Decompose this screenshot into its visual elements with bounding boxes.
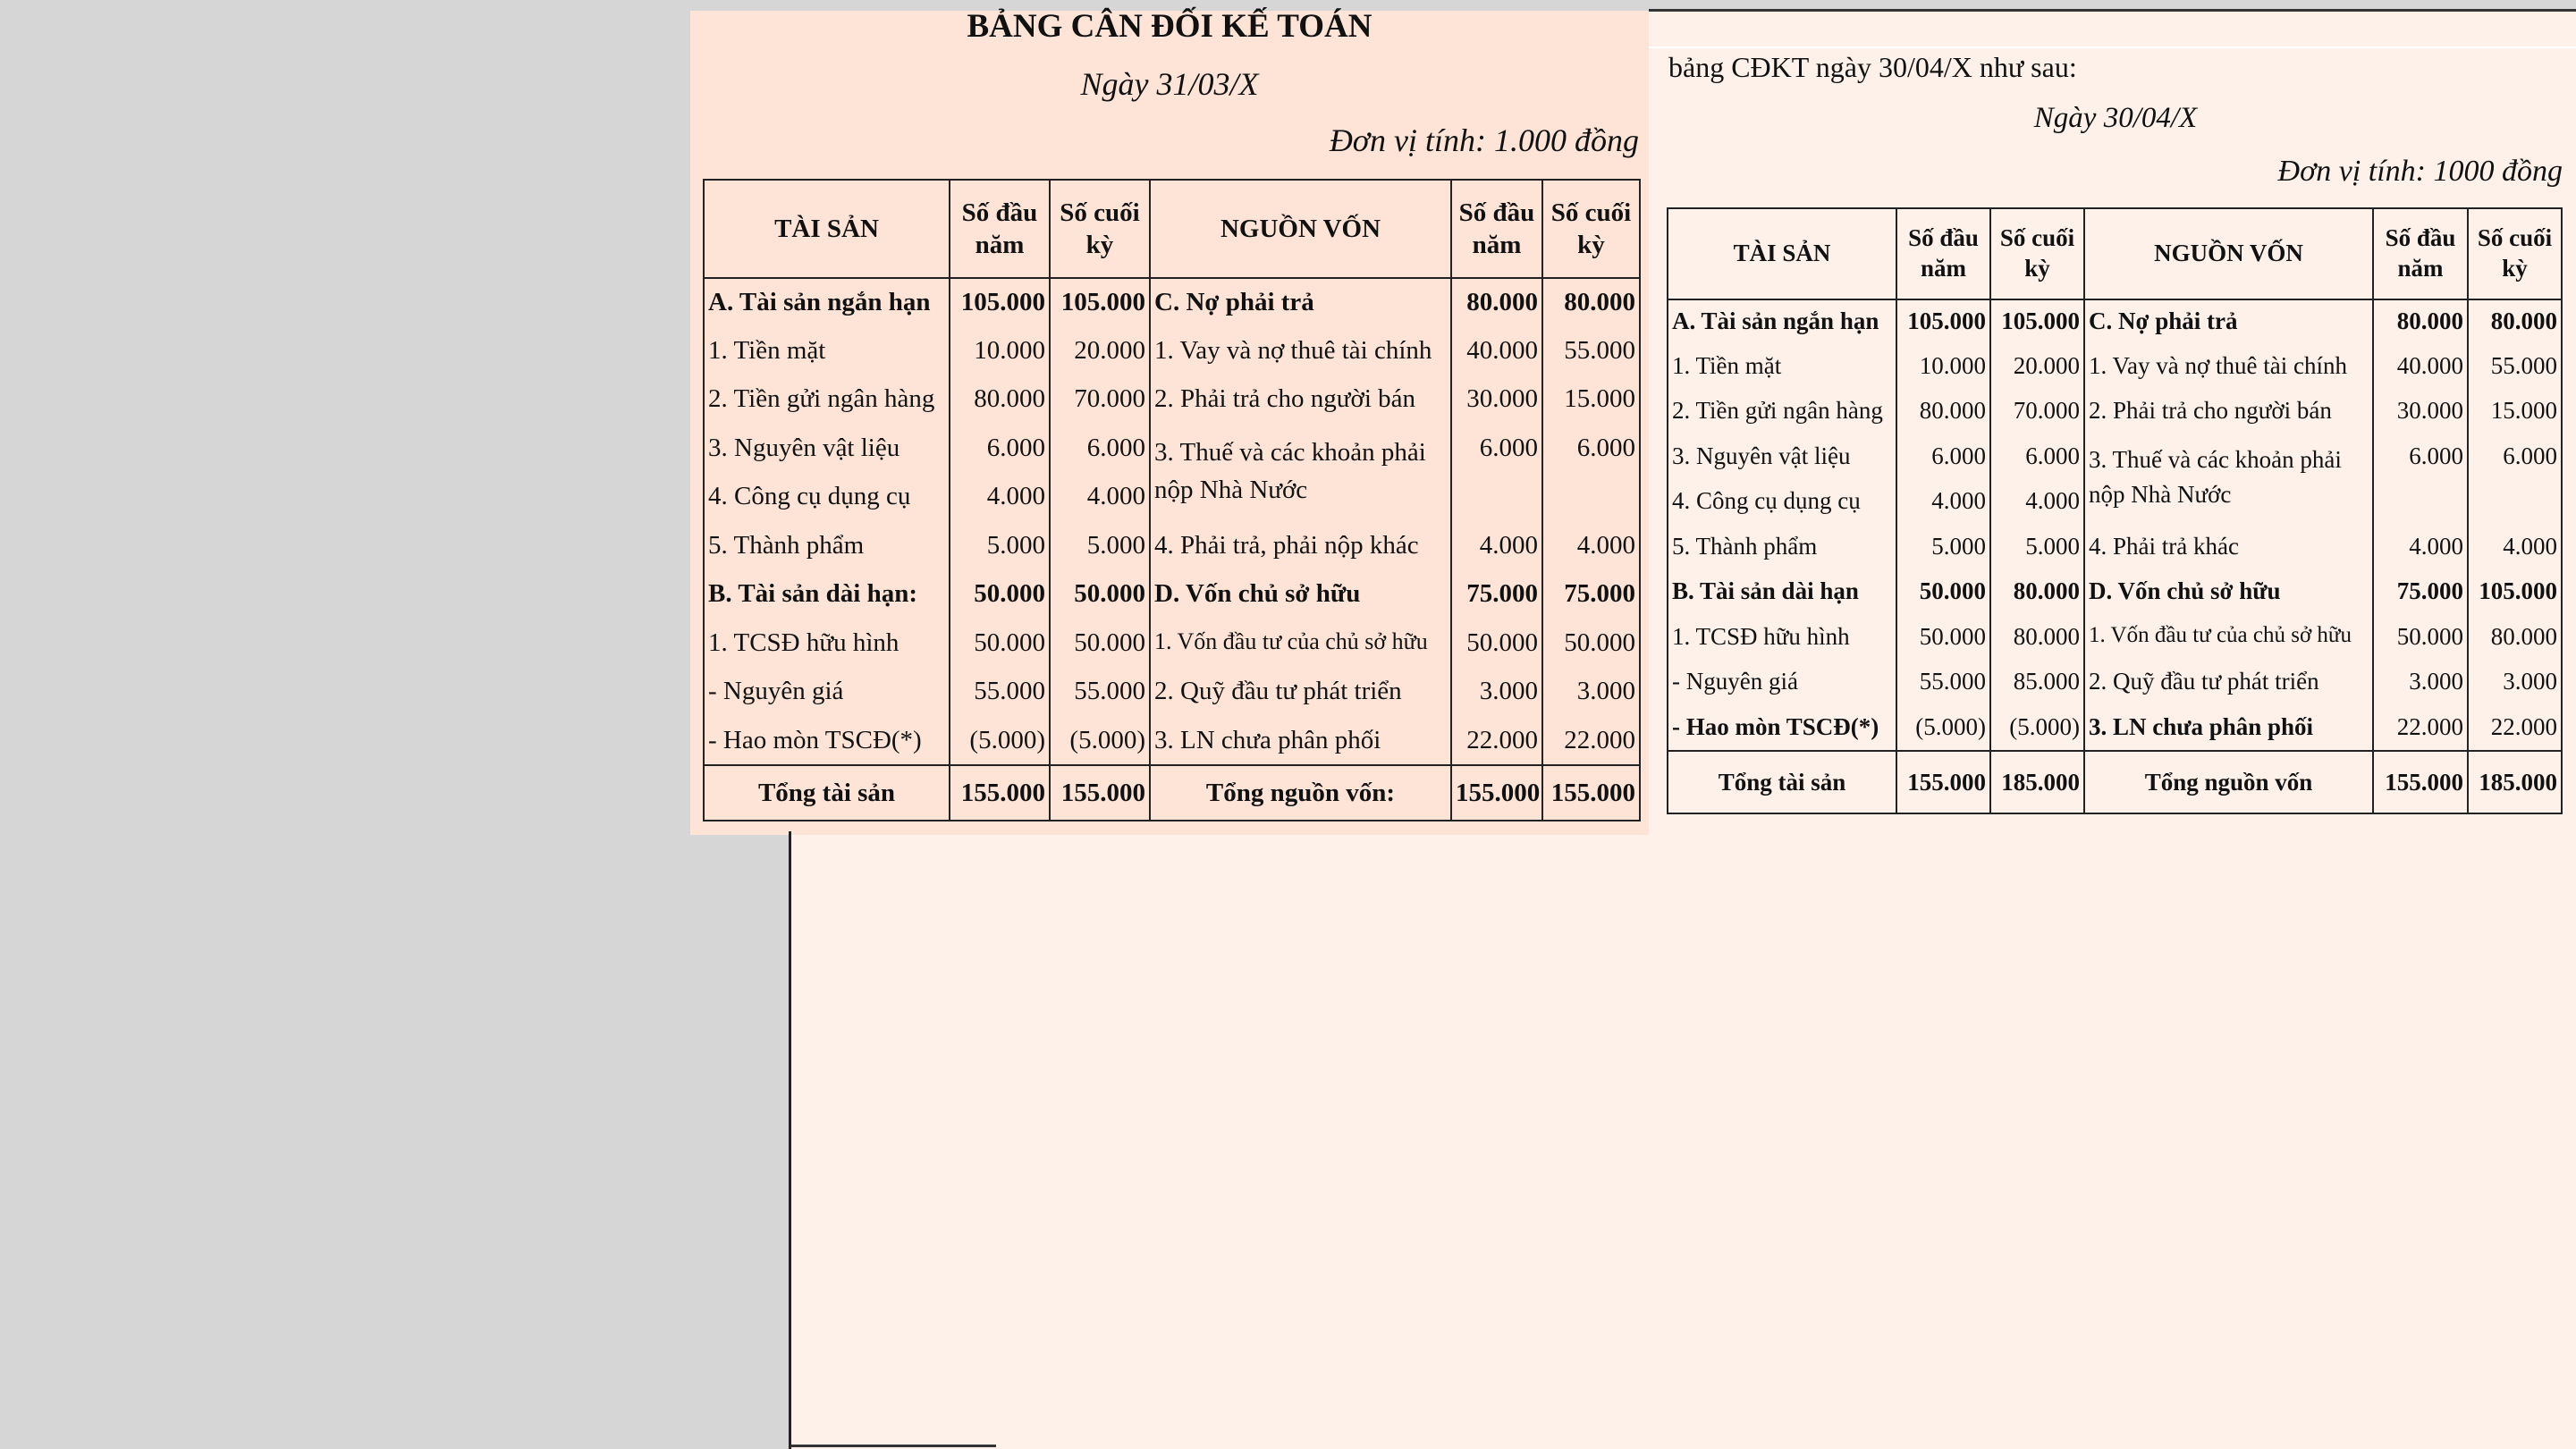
asset-label: - Hao mòn TSCĐ(*) <box>1668 706 1896 752</box>
table-row <box>704 375 1640 425</box>
asset-opening: 50.000 <box>950 570 1050 619</box>
asset-opening: 5.000 <box>1896 526 1990 571</box>
table-row <box>1668 661 2562 706</box>
asset-closing: (5.000) <box>1990 706 2084 752</box>
asset-label: 1. TCSĐ hữu hình <box>1668 616 1896 661</box>
source-opening: 6.000 <box>1451 425 1542 522</box>
source-opening: 80.000 <box>1451 278 1542 327</box>
source-closing: 75.000 <box>1542 570 1640 619</box>
asset-closing: 6.000 <box>1990 435 2084 481</box>
asset-label: 1. Tiền mặt <box>704 327 950 376</box>
source-label: 4. Phải trả, phải nộp khác <box>1150 522 1451 571</box>
source-label: 1. Vay và nợ thuê tài chính <box>1150 327 1451 376</box>
source-label: 1. Vốn đầu tư của chủ sở hữu <box>1150 619 1451 669</box>
asset-opening: 80.000 <box>1896 390 1990 435</box>
total-sources-opening: 155.000 <box>1451 765 1542 821</box>
source-opening: 4.000 <box>1451 522 1542 571</box>
asset-label: 2. Tiền gửi ngân hàng <box>1668 390 1896 435</box>
asset-opening: 50.000 <box>950 619 1050 669</box>
header-opening-2: Số đầu năm <box>1451 180 1542 278</box>
right-sheet-date: Ngày 30/04/X <box>2033 102 2198 134</box>
source-opening: 6.000 <box>2373 435 2468 526</box>
asset-label: 3. Nguyên vật liệu <box>1668 435 1896 481</box>
asset-closing: 70.000 <box>1990 390 2084 435</box>
asset-label: B. Tài sản dài hạn: <box>704 570 950 619</box>
source-closing: 4.000 <box>2468 526 2562 571</box>
asset-label: 1. TCSĐ hữu hình <box>704 619 950 669</box>
asset-opening: 55.000 <box>1896 661 1990 706</box>
source-opening: 50.000 <box>2373 616 2468 661</box>
table-row <box>1668 616 2562 661</box>
page-divider <box>1649 46 2576 48</box>
source-closing: 22.000 <box>1542 717 1640 766</box>
table-row <box>704 668 1640 717</box>
table-row <box>1668 526 2562 571</box>
source-closing: 80.000 <box>2468 299 2562 345</box>
source-closing: 15.000 <box>2468 390 2562 435</box>
source-opening: 40.000 <box>1451 327 1542 376</box>
asset-opening: (5.000) <box>950 717 1050 766</box>
asset-opening: 10.000 <box>1896 345 1990 391</box>
asset-label: 5. Thành phẩm <box>1668 526 1896 571</box>
header-sources: NGUỒN VỐN <box>1150 180 1451 278</box>
header-assets: TÀI SẢN <box>704 180 950 278</box>
source-opening: 30.000 <box>2373 390 2468 435</box>
header-assets: TÀI SẢN <box>1668 208 1896 299</box>
source-label: C. Nợ phải trả <box>2084 299 2373 345</box>
header-closing: Số cuối kỳ <box>1990 208 2084 299</box>
total-sources-closing: 155.000 <box>1542 765 1640 821</box>
asset-opening: 5.000 <box>950 522 1050 571</box>
asset-opening: 6.000 <box>1896 435 1990 481</box>
asset-closing: 55.000 <box>1050 668 1150 717</box>
table-row <box>1668 706 2562 752</box>
asset-opening: 6.000 <box>950 425 1050 474</box>
source-label: D. Vốn chủ sở hữu <box>1150 570 1451 619</box>
asset-opening: 55.000 <box>950 668 1050 717</box>
source-opening: 50.000 <box>1451 619 1542 669</box>
source-closing: 3.000 <box>1542 668 1640 717</box>
asset-opening: 4.000 <box>950 473 1050 522</box>
total-assets-label: Tổng tài sản <box>1668 751 1896 813</box>
asset-opening: (5.000) <box>1896 706 1990 752</box>
asset-label: B. Tài sản dài hạn <box>1668 570 1896 616</box>
source-closing: 3.000 <box>2468 661 2562 706</box>
asset-label: 5. Thành phẩm <box>704 522 950 571</box>
table-header-row <box>1668 208 2562 299</box>
source-opening: 22.000 <box>1451 717 1542 766</box>
asset-closing: 50.000 <box>1050 619 1150 669</box>
source-label: 3. LN chưa phân phối <box>1150 717 1451 766</box>
source-label: 3. LN chưa phân phối <box>2084 706 2373 752</box>
asset-closing: 4.000 <box>1050 473 1150 522</box>
asset-label: 4. Công cụ dụng cụ <box>1668 480 1896 526</box>
table-header-row <box>704 180 1640 278</box>
asset-label: A. Tài sản ngắn hạn <box>1668 299 1896 345</box>
total-assets-closing: 185.000 <box>1990 751 2084 813</box>
left-sheet-date: Ngày 31/03/X <box>1080 66 1259 102</box>
right-balance-sheet-table <box>1667 207 2563 814</box>
asset-label: 3. Nguyên vật liệu <box>704 425 950 474</box>
asset-closing: 6.000 <box>1050 425 1150 474</box>
source-opening: 3.000 <box>1451 668 1542 717</box>
table-row <box>704 619 1640 669</box>
source-opening: 22.000 <box>2373 706 2468 752</box>
header-closing: Số cuối kỳ <box>1050 180 1150 278</box>
source-label: 3. Thuế và các khoản phải nộp Nhà Nước <box>1150 425 1451 522</box>
asset-opening: 50.000 <box>1896 616 1990 661</box>
asset-label: 4. Công cụ dụng cụ <box>704 473 950 522</box>
source-label: 2. Phải trả cho người bán <box>1150 375 1451 425</box>
source-closing: 22.000 <box>2468 706 2562 752</box>
source-closing: 50.000 <box>1542 619 1640 669</box>
asset-closing: 50.000 <box>1050 570 1150 619</box>
source-label: D. Vốn chủ sở hữu <box>2084 570 2373 616</box>
asset-opening: 50.000 <box>1896 570 1990 616</box>
source-label: 4. Phải trả khác <box>2084 526 2373 571</box>
asset-label: - Nguyên giá <box>704 668 950 717</box>
total-assets-label: Tổng tài sản <box>704 765 950 821</box>
asset-label: - Hao mòn TSCĐ(*) <box>704 717 950 766</box>
table-row <box>1668 390 2562 435</box>
asset-closing: 5.000 <box>1990 526 2084 571</box>
table-row <box>1668 299 2562 345</box>
source-closing: 6.000 <box>2468 435 2562 526</box>
asset-label: 2. Tiền gửi ngân hàng <box>704 375 950 425</box>
asset-label: A. Tài sản ngắn hạn <box>704 278 950 327</box>
source-opening: 30.000 <box>1451 375 1542 425</box>
source-label: C. Nợ phải trả <box>1150 278 1451 327</box>
asset-opening: 105.000 <box>950 278 1050 327</box>
total-sources-closing: 185.000 <box>2468 751 2562 813</box>
asset-opening: 4.000 <box>1896 480 1990 526</box>
header-sources: NGUỒN VỐN <box>2084 208 2373 299</box>
asset-closing: 70.000 <box>1050 375 1150 425</box>
source-opening: 75.000 <box>2373 570 2468 616</box>
asset-closing: (5.000) <box>1050 717 1150 766</box>
total-sources-opening: 155.000 <box>2373 751 2468 813</box>
asset-closing: 5.000 <box>1050 522 1150 571</box>
asset-closing: 105.000 <box>1990 299 2084 345</box>
table-row <box>704 327 1640 376</box>
asset-closing: 20.000 <box>1050 327 1150 376</box>
header-opening: Số đầu năm <box>950 180 1050 278</box>
table-row <box>1668 435 2562 481</box>
balance-sheet-title: BẢNG CÂN ĐỐI KẾ TOÁN <box>967 8 1372 45</box>
total-assets-opening: 155.000 <box>950 765 1050 821</box>
source-opening: 80.000 <box>2373 299 2468 345</box>
table-row <box>704 425 1640 474</box>
source-label: 2. Quỹ đầu tư phát triển <box>2084 661 2373 706</box>
source-opening: 40.000 <box>2373 345 2468 391</box>
source-closing: 55.000 <box>1542 327 1640 376</box>
source-opening: 4.000 <box>2373 526 2468 571</box>
asset-closing: 105.000 <box>1050 278 1150 327</box>
total-sources-label: Tổng nguồn vốn <box>2084 751 2373 813</box>
source-label: 2. Quỹ đầu tư phát triển <box>1150 668 1451 717</box>
page-border-bottom <box>790 1445 996 1447</box>
source-closing: 4.000 <box>1542 522 1640 571</box>
source-label: 3. Thuế và các khoản phải nộp Nhà Nước <box>2084 435 2373 526</box>
source-closing: 80.000 <box>2468 616 2562 661</box>
table-total-row <box>704 765 1640 821</box>
asset-closing: 20.000 <box>1990 345 2084 391</box>
source-label: 1. Vốn đầu tư của chủ sở hữu <box>2084 616 2373 661</box>
page-border-top <box>1649 9 2576 12</box>
asset-opening: 10.000 <box>950 327 1050 376</box>
asset-opening: 105.000 <box>1896 299 1990 345</box>
source-closing: 80.000 <box>1542 278 1640 327</box>
source-opening: 75.000 <box>1451 570 1542 619</box>
source-label: 2. Phải trả cho người bán <box>2084 390 2373 435</box>
asset-label: - Nguyên giá <box>1668 661 1896 706</box>
asset-closing: 4.000 <box>1990 480 2084 526</box>
total-sources-label: Tổng nguồn vốn: <box>1150 765 1451 821</box>
asset-label: 1. Tiền mặt <box>1668 345 1896 391</box>
source-closing: 105.000 <box>2468 570 2562 616</box>
asset-closing: 80.000 <box>1990 570 2084 616</box>
table-row <box>704 570 1640 619</box>
document-page-background <box>790 831 2576 1449</box>
left-balance-sheet-table <box>703 179 1641 821</box>
table-row <box>704 717 1640 766</box>
total-assets-closing: 155.000 <box>1050 765 1150 821</box>
table-row <box>704 278 1640 327</box>
source-label: 1. Vay và nợ thuê tài chính <box>2084 345 2373 391</box>
header-closing-2: Số cuối kỳ <box>2468 208 2562 299</box>
source-opening: 3.000 <box>2373 661 2468 706</box>
source-closing: 15.000 <box>1542 375 1640 425</box>
header-closing-2: Số cuối kỳ <box>1542 180 1640 278</box>
asset-closing: 80.000 <box>1990 616 2084 661</box>
header-opening-2: Số đầu năm <box>2373 208 2468 299</box>
table-row <box>704 522 1640 571</box>
source-closing: 6.000 <box>1542 425 1640 522</box>
asset-closing: 85.000 <box>1990 661 2084 706</box>
table-row <box>1668 570 2562 616</box>
asset-opening: 80.000 <box>950 375 1050 425</box>
header-opening: Số đầu năm <box>1896 208 1990 299</box>
left-unit-note: Đơn vị tính: 1.000 đồng <box>1329 122 1639 158</box>
page-border-left <box>789 831 791 1449</box>
source-closing: 55.000 <box>2468 345 2562 391</box>
right-intro-text: bảng CĐKT ngày 30/04/X như sau: <box>1668 51 2077 83</box>
table-total-row <box>1668 751 2562 813</box>
total-assets-opening: 155.000 <box>1896 751 1990 813</box>
table-row <box>1668 345 2562 391</box>
right-unit-note: Đơn vị tính: 1000 đồng <box>2277 155 2563 188</box>
